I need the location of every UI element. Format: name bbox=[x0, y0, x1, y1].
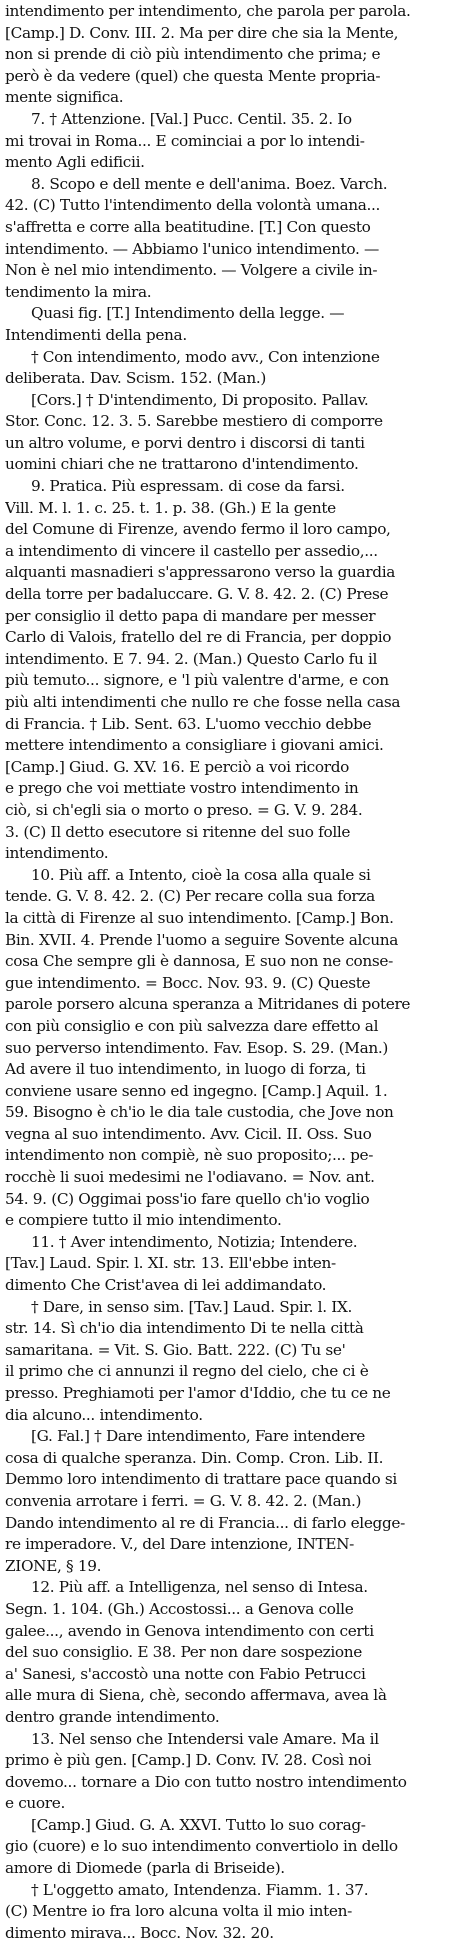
text-line: 9. Pratica. Più espressam. di cose da farsi. bbox=[31, 477, 345, 496]
text-line: re imperadore. V., del Dare intenzione, INTEN- bbox=[5, 1535, 355, 1554]
text-line: Ad avere il tuo intendimento, in luogo di forza, ti bbox=[5, 1060, 366, 1079]
text-line: intendimento. — Abbiamo l'unico intendimento. — bbox=[5, 239, 379, 258]
text-line: gue intendimento. = Bocc. Nov. 93. 9. (C) Queste bbox=[5, 973, 371, 992]
text-line: † L'oggetto amato, Intendenza. Fiamm. 1. 37. bbox=[31, 1880, 369, 1899]
text-line: 54. 9. (C) Oggimai poss'io fare quello ch'io voglio bbox=[5, 1189, 370, 1208]
text-line: str. 14. Sì ch'io dia intendimento Di te nella città bbox=[5, 1319, 364, 1338]
text-line: intendimento per intendimento, che parola per parola. bbox=[5, 2, 411, 20]
text-line: alle mura di Siena, chè, secondo affermava, avea là bbox=[5, 1686, 387, 1705]
text-line: (C) Mentre io fra loro alcuna volta il mio inten- bbox=[5, 1902, 352, 1921]
text-line: 13. Nel senso che Intendersi vale Amare. Ma il bbox=[31, 1729, 379, 1748]
text-line: 8. Scopo e dell mente e dell'anima. Boez. Varch. bbox=[31, 174, 388, 193]
text-line: Carlo di Valois, fratello del re di Francia, per doppio bbox=[5, 628, 392, 647]
text-line: la città di Firenze al suo intendimento. [Camp.] Bon. bbox=[5, 908, 394, 927]
text-line: mento Agli edificii. bbox=[5, 153, 145, 172]
text-line: e cuore. bbox=[5, 1794, 65, 1813]
text-line: dia alcuno... intendimento. bbox=[5, 1405, 203, 1424]
text-line: samaritana. = Vit. S. Gio. Batt. 222. (C) Tu se' bbox=[5, 1340, 346, 1359]
text-line: dovemo... tornare a Dio con tutto nostro intendimento bbox=[5, 1772, 407, 1791]
text-line: † Dare, in senso sim. [Tav.] Laud. Spir. l. IX. bbox=[31, 1297, 352, 1316]
text-line: uomini chiari che ne trattarono d'intendimento. bbox=[5, 455, 359, 474]
text-line: dentro grande intendimento. bbox=[5, 1707, 220, 1726]
text-line: dimento mirava... Bocc. Nov. 32. 20. bbox=[5, 1923, 274, 1942]
text-line: della torre per badaluccare. G. V. 8. 42. 2. (C) Prese bbox=[5, 585, 389, 604]
text-line: vegna al suo intendimento. Avv. Cicil. II. Oss. Suo bbox=[5, 1124, 372, 1143]
text-line: alquanti masnadieri s'appressarono verso la guardia bbox=[5, 563, 396, 582]
text-line: 11. † Aver intendimento, Notizia; Intendere. bbox=[31, 1232, 358, 1251]
text-line: ZIONE, § 19. bbox=[5, 1556, 102, 1575]
text-line: tendimento la mira. bbox=[5, 282, 152, 301]
text-line: a' Sanesi, s'accostò una notte con Fabio Petrucci bbox=[5, 1664, 366, 1683]
text-line: più alti intendimenti che nullo re che fosse nella casa bbox=[5, 693, 401, 711]
text-line: tende. G. V. 8. 42. 2. (C) Per recare colla sua forza bbox=[5, 887, 375, 906]
text-line: con più consiglio e con più salvezza dare effetto al bbox=[5, 1016, 379, 1035]
text-line: 59. Bisogno è ch'io le dia tale custodia, che Jove non bbox=[5, 1103, 394, 1122]
text-line: [Camp.] Giud. G. A. XXVI. Tutto lo suo corag- bbox=[31, 1815, 366, 1834]
text-line: gio (cuore) e lo suo intendimento convertiolo in dello bbox=[5, 1837, 398, 1856]
text-line: e compiere tutto il mio intendimento. bbox=[5, 1211, 282, 1230]
text-line: Demmo loro intendimento di trattare pace quando si bbox=[5, 1470, 397, 1489]
text-line: per consiglio il detto papa di mandare per messer bbox=[5, 606, 376, 625]
text-line: Vill. M. l. 1. c. 25. t. 1. p. 38. (Gh.) E la gente bbox=[5, 498, 336, 517]
text-line: primo è più gen. [Camp.] D. Conv. IV. 28. Così noi bbox=[5, 1751, 372, 1770]
text-line: Dando intendimento al re di Francia... di farlo elegge- bbox=[5, 1513, 405, 1532]
text-line: intendimento. E 7. 94. 2. (Man.) Questo Carlo fu il bbox=[5, 649, 378, 668]
text-line: il primo che ci annunzi il regno del cielo, che ci è bbox=[5, 1362, 369, 1381]
text-line: più temuto... signore, e 'l più valentre d'arme, e con bbox=[5, 671, 389, 690]
text-line: [Camp.] D. Conv. III. 2. Ma per dire che sia la Mente, bbox=[5, 23, 399, 42]
text-line: a intendimento di vincere il castello per assedio,... bbox=[5, 541, 378, 560]
text-line: conviene usare senno ed ingegno. [Camp.] Aquil. 1. bbox=[5, 1081, 388, 1100]
text-line: Non è nel mio intendimento. — Volgere a civile in- bbox=[5, 261, 378, 280]
text-line: s'affretta e corre alla beatitudine. [T.] Con questo bbox=[5, 217, 371, 236]
text-line: [Camp.] Giud. G. XV. 16. E perciò a voi ricordo bbox=[5, 757, 349, 776]
text-line: Stor. Conc. 12. 3. 5. Sarebbe mestiero di comporre bbox=[5, 412, 383, 431]
text-line: Intendimenti della pena. bbox=[5, 325, 187, 344]
text-line: convenia arrotare i ferri. = G. V. 8. 42. 2. (Man.) bbox=[5, 1491, 362, 1510]
text-line: Quasi fig. [T.] Intendimento della legge. — bbox=[31, 304, 345, 323]
text-line: Bin. XVII. 4. Prende l'uomo a seguire Sovente alcuna bbox=[5, 930, 399, 949]
text-line: deliberata. Dav. Scism. 152. (Man.) bbox=[5, 369, 266, 388]
text-line: amore di Diomede (parla di Briseide). bbox=[5, 1859, 285, 1878]
text-line: 10. Più aff. a Intento, cioè la cosa alla quale si bbox=[31, 865, 371, 884]
text-line: mente significa. bbox=[5, 88, 124, 107]
text-line: ciò, si ch'egli sia o morto o preso. = G. V. 9. 284. bbox=[5, 800, 363, 819]
text-line: [Cors.] † D'intendimento, Di proposito. Pallav. bbox=[31, 390, 369, 409]
text-line: suo perverso intendimento. Fav. Esop. S. 29. (Man.) bbox=[5, 1038, 388, 1057]
text-line: 12. Più aff. a Intelligenza, nel senso di Intesa. bbox=[31, 1578, 368, 1597]
text-line: intendimento. bbox=[5, 844, 109, 863]
text-line: cosa di qualche speranza. Din. Comp. Cron. Lib. II. bbox=[5, 1448, 384, 1467]
text-line: [Tav.] Laud. Spir. l. XI. str. 13. Ell'ebbe inten- bbox=[5, 1254, 336, 1273]
text-line: del Comune di Firenze, avendo fermo il loro campo, bbox=[5, 520, 391, 539]
text-line: Segn. 1. 104. (Gh.) Accostossi... a Genova colle bbox=[5, 1599, 354, 1618]
text-line: del suo consiglio. E 38. Per non dare sospezione bbox=[5, 1643, 362, 1662]
text-line: † Con intendimento, modo avv., Con intenzione bbox=[31, 347, 380, 366]
text-line: parole porsero alcuna speranza a Mitridanes di potere bbox=[5, 995, 411, 1014]
text-line: [G. Fal.] † Dare intendimento, Fare intendere bbox=[31, 1427, 365, 1446]
text-line: intendimento non compiè, nè suo proposito;... pe- bbox=[5, 1146, 374, 1165]
text-line: 42. (C) Tutto l'intendimento della volontà umana... bbox=[5, 196, 381, 215]
text-line: 3. (C) Il detto esecutore si ritenne del suo folle bbox=[5, 822, 351, 841]
text-line: 7. † Attenzione. [Val.] Pucc. Centil. 35. 2. Io bbox=[31, 109, 352, 128]
text-line: di Francia. † Lib. Sent. 63. L'uomo vecchio debbe bbox=[5, 714, 372, 733]
text-line: presso. Preghiamoti per l'amor d'Iddio, che tu ce ne bbox=[5, 1384, 391, 1402]
text-line: un altro volume, e porvi dentro i discorsi di tanti bbox=[5, 433, 365, 452]
text-line: rocchè li suoi medesimi ne l'odiavano. = Nov. ant. bbox=[5, 1168, 375, 1187]
text-line: e prego che voi mettiate vostro intendimento in bbox=[5, 779, 359, 798]
text-line: non si prende di ciò più intendimento che prima; e bbox=[5, 45, 381, 64]
text-line: però è da vedere (quel) che questa Mente propria- bbox=[5, 66, 381, 85]
text-line: galee..., avendo in Genova intendimento con certi bbox=[5, 1621, 374, 1640]
text-line: mi trovai in Roma... E cominciai a por lo intendi- bbox=[5, 131, 365, 150]
text-line: dimento Che Crist'avea di lei addimandato. bbox=[5, 1276, 327, 1295]
text-line: mettere intendimento a consigliare i giovani amici. bbox=[5, 736, 384, 755]
text-line: cosa Che sempre gli è dannosa, E suo non ne conse- bbox=[5, 952, 393, 971]
